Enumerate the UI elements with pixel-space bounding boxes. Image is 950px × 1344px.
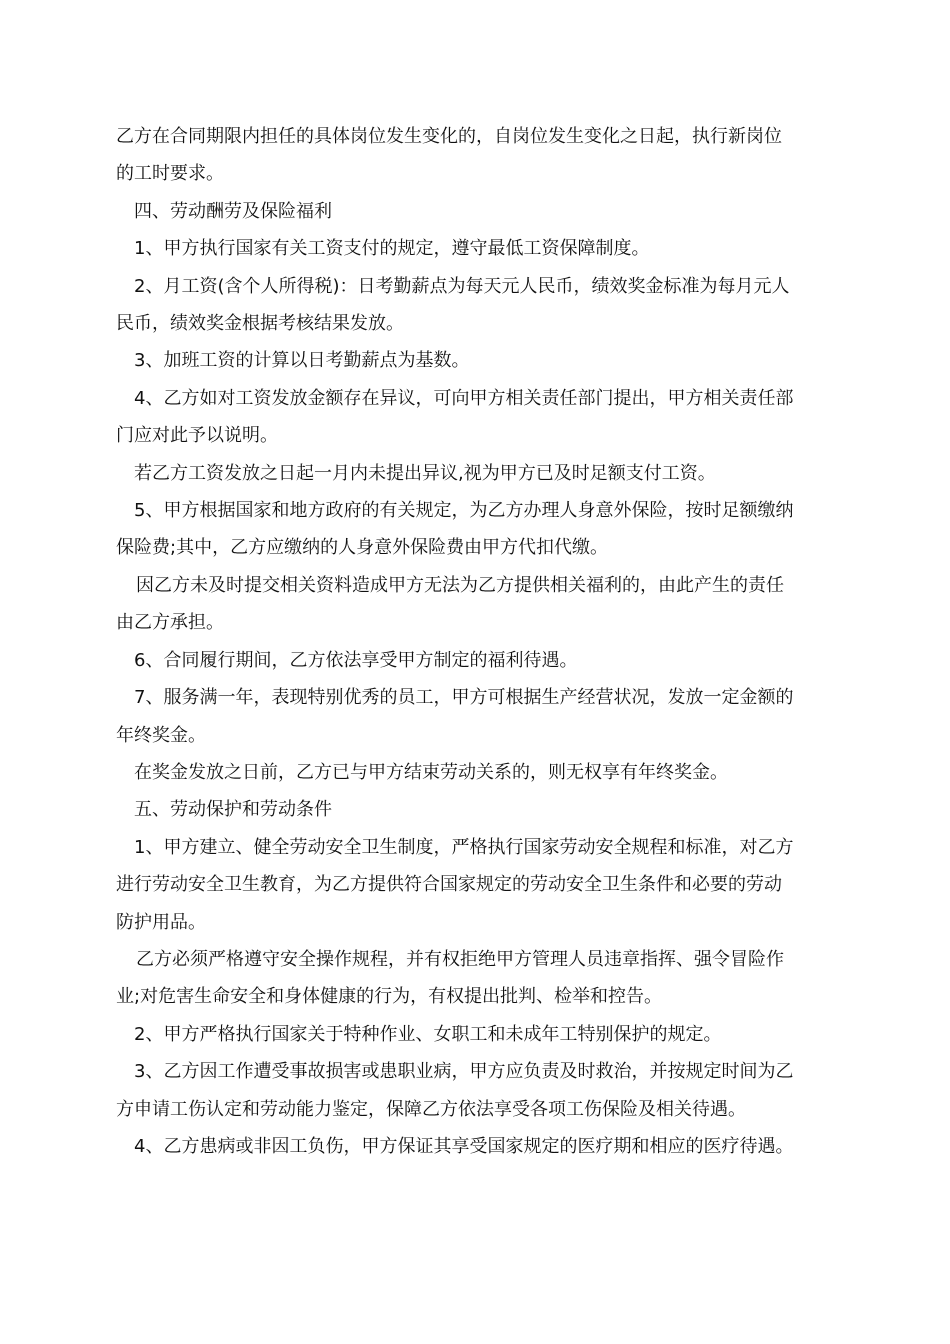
paragraph-line: 2、月工资(含个人所得税)：日考勤薪点为每天元人民币，绩效奖金标准为每月元人 (134, 275, 790, 297)
paragraph-line: 6、合同履行期间，乙方依法享受甲方制定的福利待遇。 (134, 649, 578, 671)
section-heading: 五、劳动保护和劳动条件 (134, 799, 332, 821)
paragraph-line: 由乙方承担。 (116, 612, 224, 634)
paragraph-line: 的工时要求。 (116, 163, 224, 185)
section-heading: 四、劳动酬劳及保险福利 (134, 200, 332, 222)
paragraph-line: 3、加班工资的计算以日考勤薪点为基数。 (134, 350, 470, 372)
paragraph-line: 1、甲方建立、健全劳动安全卫生制度，严格执行国家劳动安全规程和标准，对乙方 (134, 836, 794, 858)
paragraph-line: 进行劳动安全卫生教育，为乙方提供符合国家规定的劳动安全卫生条件和必要的劳动 (116, 874, 782, 896)
paragraph-line: 1、甲方执行国家有关工资支付的规定，遵守最低工资保障制度。 (134, 238, 650, 260)
paragraph-line: 若乙方工资发放之日起一月内未提出异议,视为甲方已及时足额支付工资。 (134, 462, 716, 484)
paragraph-line: 乙方在合同期限内担任的具体岗位发生变化的，自岗位发生变化之日起，执行新岗位 (116, 126, 782, 147)
paragraph-line: 5、甲方根据国家和地方政府的有关规定，为乙方办理人身意外保险，按时足额缴纳 (134, 500, 794, 522)
paragraph-line: 方申请工伤认定和劳动能力鉴定，保障乙方依法享受各项工伤保险及相关待遇。 (116, 1098, 746, 1120)
paragraph-line: 年终奖金。 (116, 724, 206, 746)
document-body (116, 118, 836, 1165)
paragraph-line: 因乙方未及时提交相关资料造成甲方无法为乙方提供相关福利的，由此产生的责任 (136, 574, 784, 596)
paragraph-line: 4、乙方患病或非因工负伤，甲方保证其享受国家规定的医疗期和相应的医疗待遇。 (134, 1135, 794, 1157)
paragraph-line: 门应对此予以说明。 (116, 425, 278, 447)
paragraph-line: 保险费;其中，乙方应缴纳的人身意外保险费由甲方代扣代缴。 (116, 537, 609, 559)
paragraph-line: 7、服务满一年，表现特别优秀的员工，甲方可根据生产经营状况，发放一定金额的 (134, 687, 794, 709)
paragraph-line: 业;对危害生命安全和身体健康的行为，有权提出批判、检举和控告。 (116, 986, 663, 1008)
paragraph-line: 4、乙方如对工资发放金额存在异议，可向甲方相关责任部门提出，甲方相关责任部 (134, 387, 794, 409)
paragraph-line: 防护用品。 (116, 911, 206, 933)
paragraph-line: 民币，绩效奖金根据考核结果发放。 (116, 313, 404, 335)
paragraph-line: 2、甲方严格执行国家关于特种作业、女职工和未成年工特别保护的规定。 (134, 1023, 722, 1045)
paragraph-line: 3、乙方因工作遭受事故损害或患职业病，甲方应负责及时救治，并按规定时间为乙 (134, 1061, 794, 1083)
paragraph-line: 乙方必须严格遵守安全操作规程，并有权拒绝甲方管理人员违章指挥、强令冒险作 (136, 948, 784, 970)
paragraph-line: 在奖金发放之日前，乙方已与甲方结束劳动关系的，则无权享有年终奖金。 (134, 761, 728, 783)
